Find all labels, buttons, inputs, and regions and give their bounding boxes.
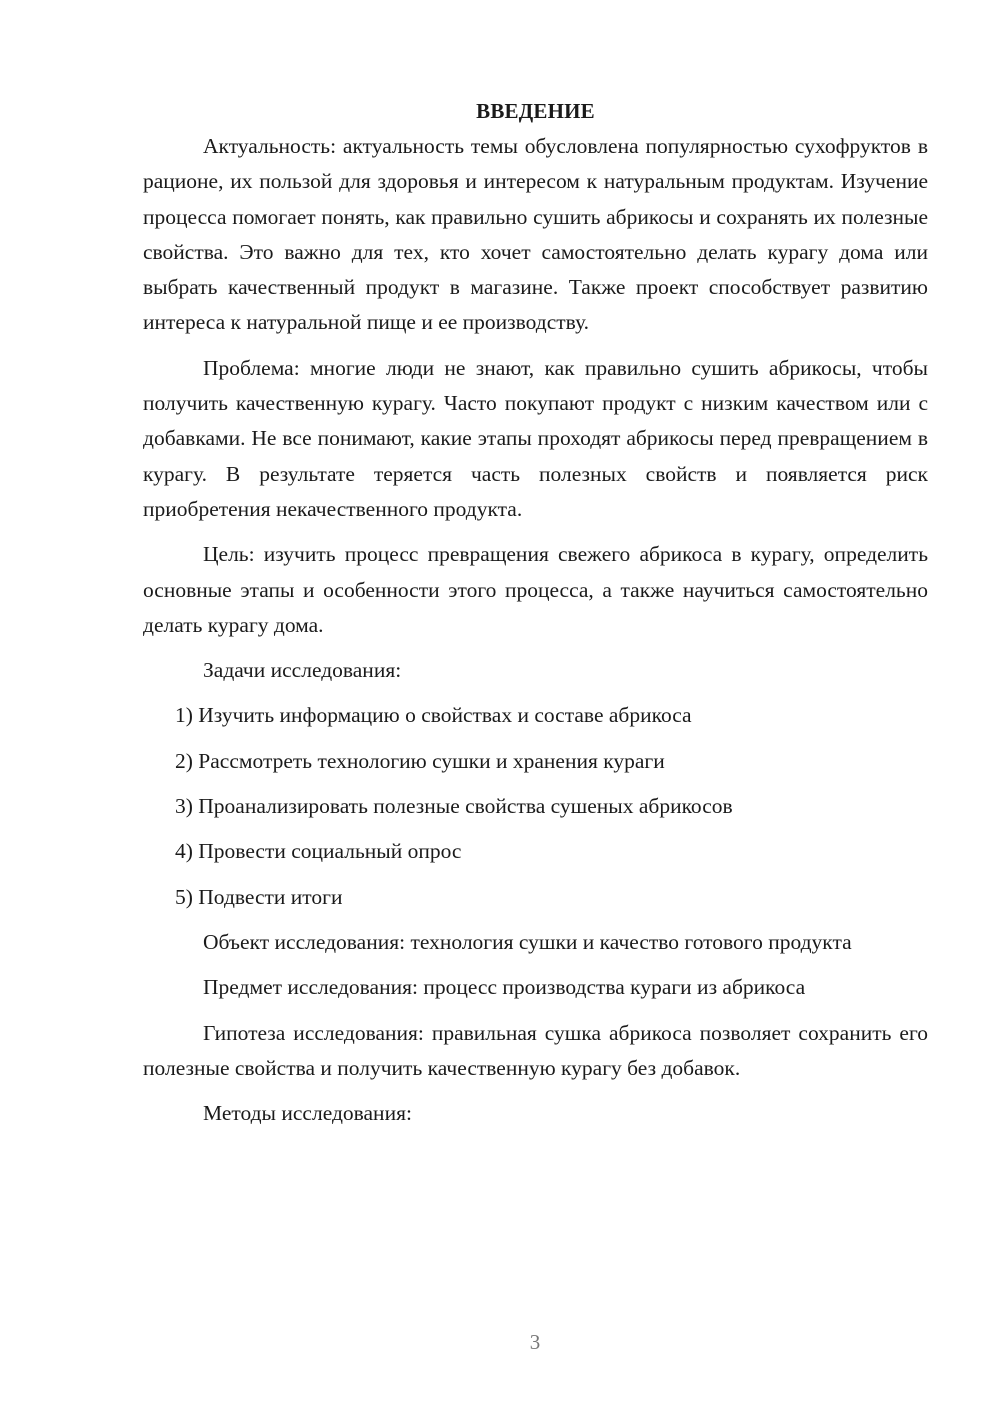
- list-item: 1) Изучить информацию о свойствах и составе абрикоса: [175, 703, 692, 728]
- list-item: 4) Провести социальный опрос: [175, 839, 462, 864]
- document-page: [143, 94, 928, 1141]
- list-item: 2) Рассмотреть технологию сушки и хранения кураги: [175, 748, 665, 773]
- methods-heading: Методы исследования:: [203, 1101, 412, 1126]
- paragraph-object: Объект исследования: технология сушки и качество готового продукта: [203, 929, 852, 954]
- paragraph-subject: Предмет исследования: процесс производства кураги из абрикоса: [203, 975, 806, 1000]
- tasks-list: [143, 698, 928, 914]
- paragraph-hypothesis: Гипотеза исследования: правильная сушка абрикоса позволяет сохранить его полезные свойства и получить качественную курагу без добавок.: [143, 1020, 928, 1080]
- paragraph-problem: Проблема: многие люди не знают, как правильно сушить абрикосы, чтобы получить качественную курагу. Часто покупают продукт с низким качеством или с добавками. Не все понимают, какие этапы проходят абрикосы перед превращением в курагу. В результате теряется часть полезных свойств и появляется риск приобретения некачественного продукта.: [143, 355, 928, 521]
- list-item: 3) Проанализировать полезные свойства сушеных абрикосов: [175, 794, 733, 819]
- list-item: 5) Подвести итоги: [175, 884, 343, 909]
- paragraph-goal: Цель: изучить процесс превращения свежего абрикоса в курагу, определить основные этапы и особенности этого процесса, а также научиться самостоятельно делать курагу дома.: [143, 542, 928, 637]
- tasks-heading: Задачи исследования:: [203, 658, 402, 683]
- section-title: ВВЕДЕНИЕ: [476, 99, 595, 123]
- page-number: 3: [529, 1330, 541, 1354]
- paragraph-relevance: Актуальность: актуальность темы обусловлена популярностью сухофруктов в рационе, их пользой для здоровья и интересом к натуральным продуктам. Изучение процесса помогает понять, как правильно сушить абрикосы и сохранять их полезные свойства. Это важно для тех, кто хочет самостоятельно делать курагу дома или выбрать качественный продукт в магазине. Также проект способствует развитию интереса к натуральной пище и ее производству.: [143, 134, 928, 335]
